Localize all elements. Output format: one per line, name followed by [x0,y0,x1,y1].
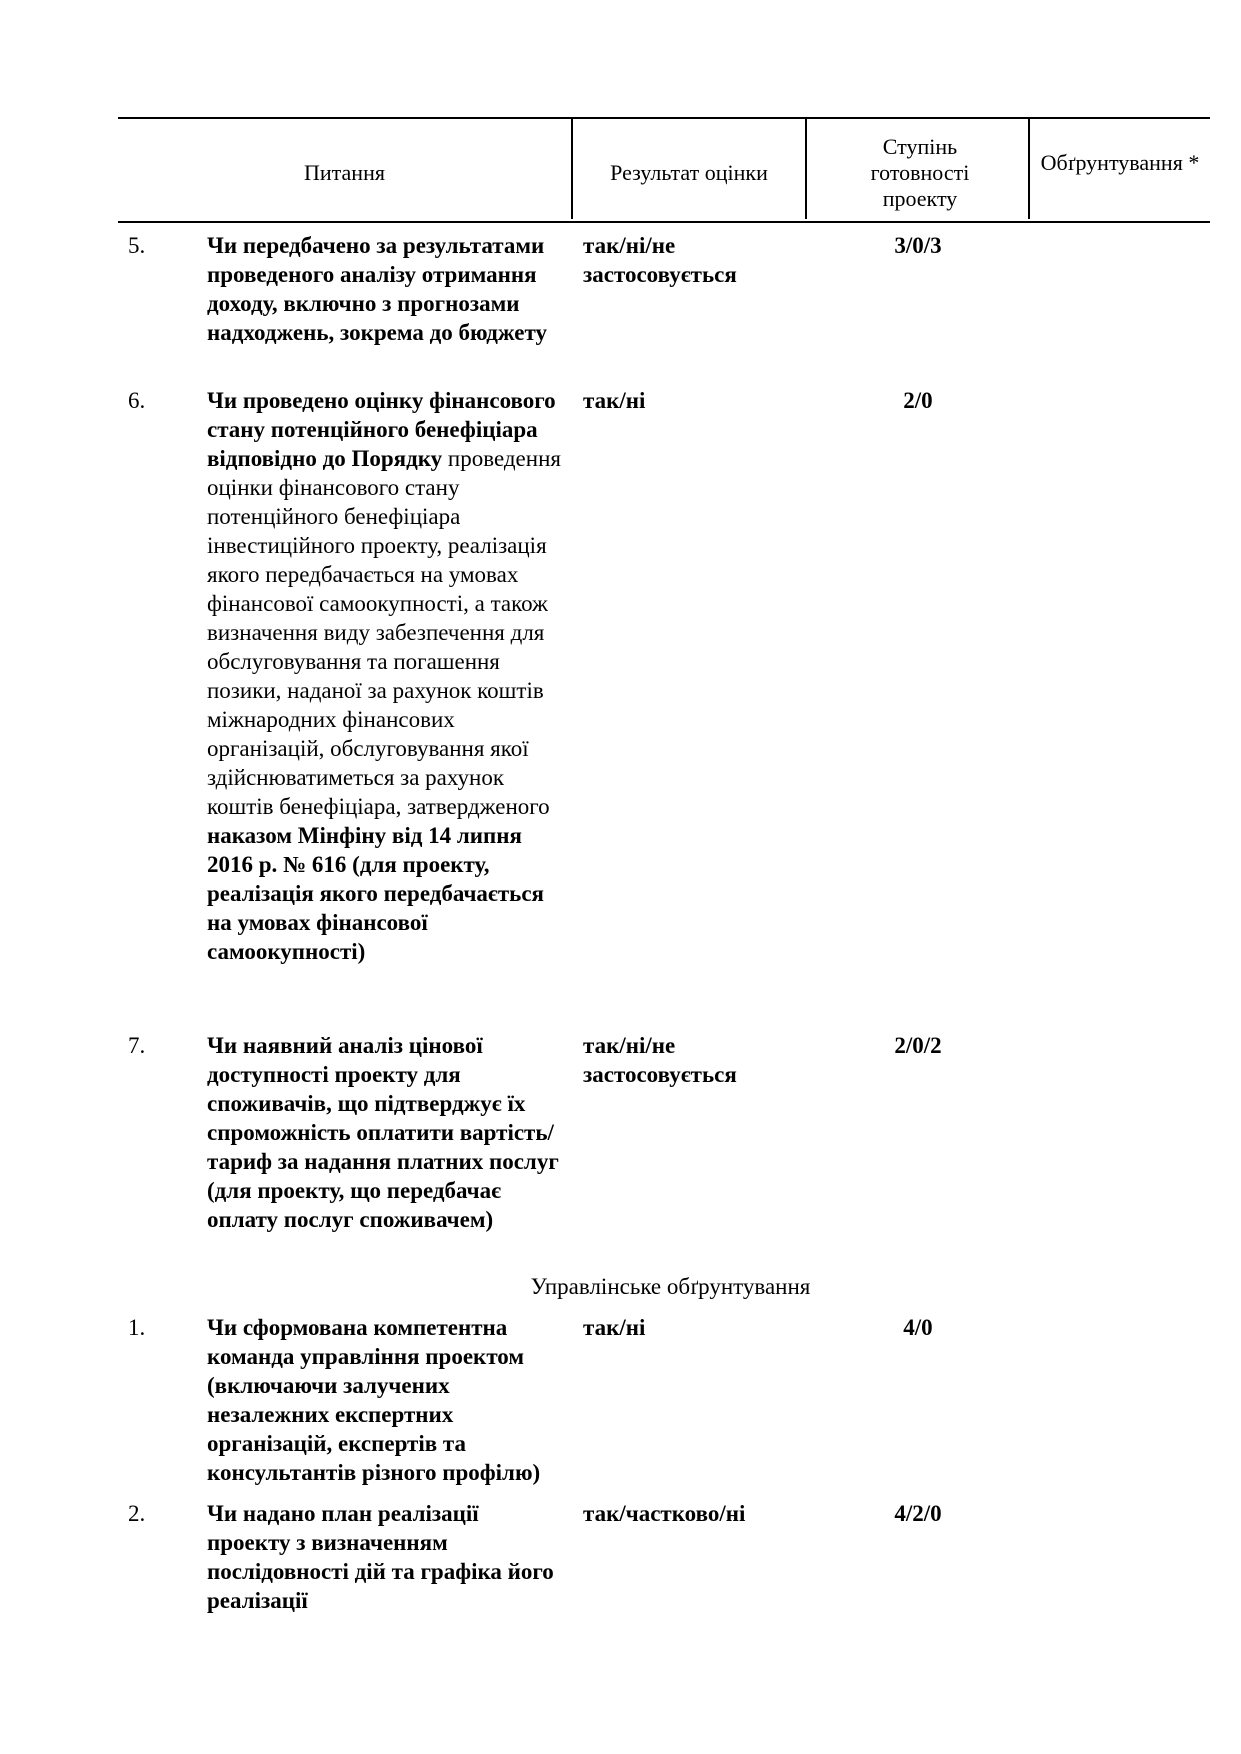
question-text: Чи сформована компетентна команда управління проектом (включаючи залучених незалежних експертних організацій, експертів та консультантів різного профілю) [207,1315,541,1485]
row-result: так/ні/не застосовується [583,233,737,287]
row-degree: 4/0 [903,1315,933,1340]
header-justification: Обґрунтування * [1040,150,1200,175]
row-number: 5. [128,233,146,258]
row-question [207,231,567,347]
row-number: 7. [128,1033,146,1058]
section-title: Управлінське обґрунтування [530,1274,811,1299]
question-text: Чи наявний аналіз цінової доступності проекту для споживачів, що підтверджує їх спроможність оплатити вартість/тариф за надання платних послуг (для проекту, що передбачає оплату послуг споживачем) [207,1033,559,1232]
row-result: так/ні/не застосовується [583,1033,737,1087]
question-text-regular: проведення оцінки фінансового стану потенційного бенефіціара інвестиційного проекту, реалізація якого передбачається на умовах фінансової самоокупності, а також визначення виду забезпечення для обслуговування та погашення позики, наданої за рахунок коштів міжнародних фінансових організацій, обслуговування якої здійснюватиметься за рахунок коштів бенефіціара, затвердженого [207,446,561,819]
question-text: Чи передбачено за результатами проведеного аналізу отримання доходу, включно з прогнозами надходжень, зокрема до бюджету [207,233,547,345]
question-text-bold: Чи проведено оцінку фінансового стану потенційного бенефіціара відповідно до Порядку [207,388,556,471]
row-number: 1. [128,1315,146,1340]
row-result: так/частково/ні [583,1501,746,1526]
row-number: 2. [128,1501,146,1526]
row-question [207,1031,567,1234]
row-question [207,386,567,966]
row-question [207,1499,567,1615]
header-result: Результат оцінки [610,160,768,185]
header-degree: Ступінь готовності проекту [870,134,970,211]
header-question: Питання [304,160,385,185]
row-result: так/ні [583,388,646,413]
row-degree: 3/0/3 [894,233,942,258]
row-result: так/ні [583,1315,646,1340]
question-text: Чи надано план реалізації проекту з визначенням послідовності дій та графіка його реалізації [207,1501,554,1613]
header-divider [805,117,807,219]
row-question [207,1313,567,1487]
row-degree: 2/0/2 [894,1033,942,1058]
row-degree: 4/2/0 [894,1501,942,1526]
question-text-bold: наказом Мінфіну від 14 липня 2016 р. № 616 (для проекту, реалізація якого передбачається на умовах фінансової самоокупності) [207,823,544,964]
row-number: 6. [128,388,146,413]
row-degree: 2/0 [903,388,933,413]
